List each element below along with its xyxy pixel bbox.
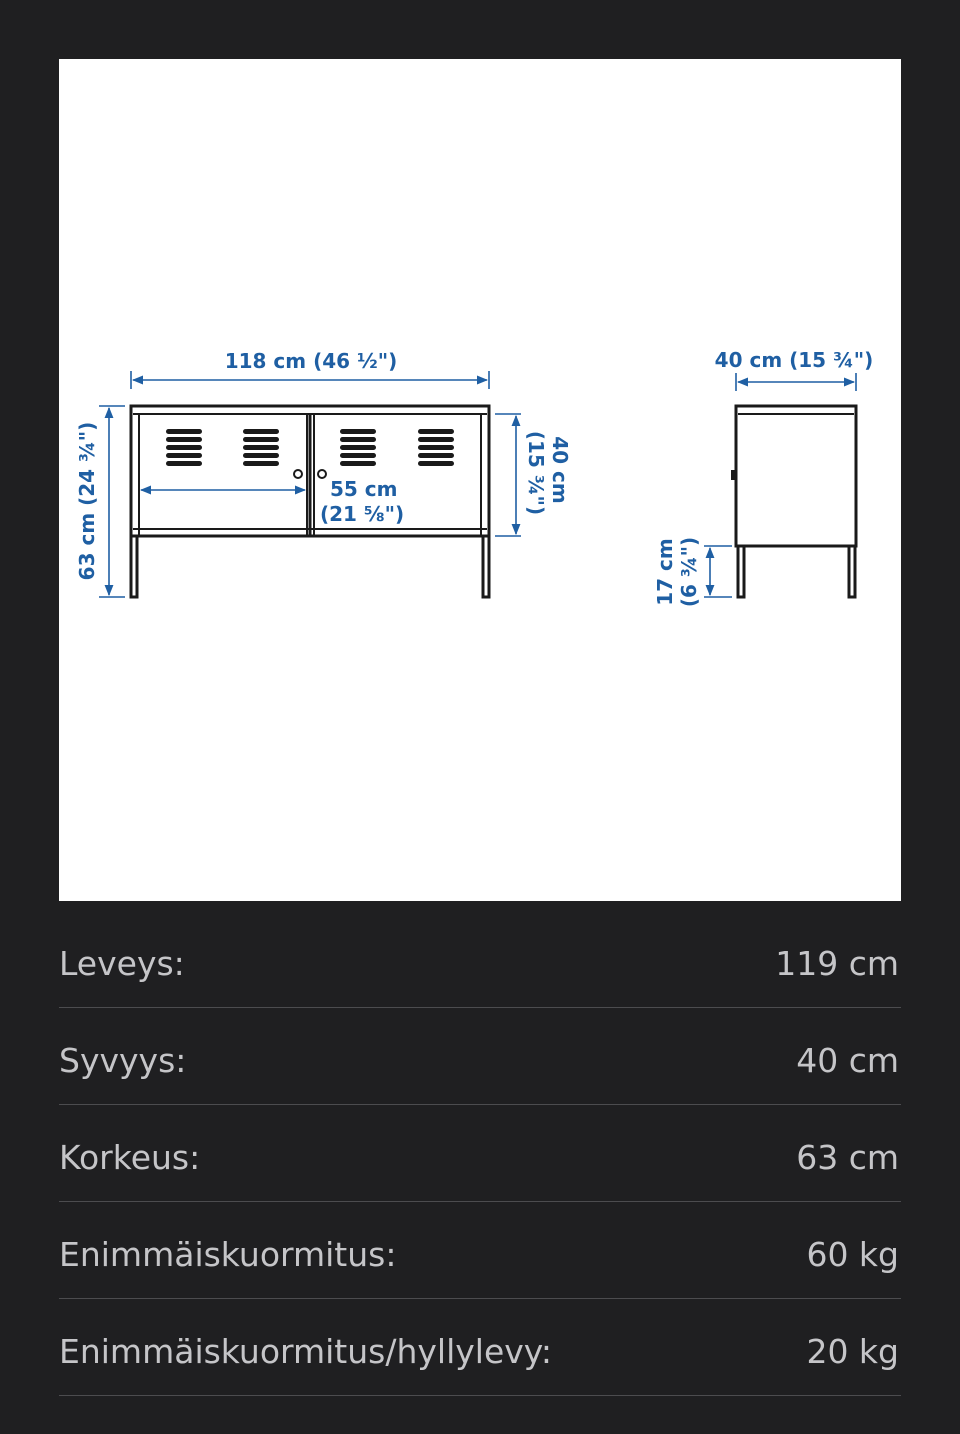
door-width-label-1: 55 cm <box>330 477 398 501</box>
inner-height-label-2: (15 ¾") <box>524 430 548 516</box>
side-leg-right <box>849 546 855 597</box>
spec-label: Korkeus: <box>59 1138 201 1177</box>
spec-row-height <box>59 1105 901 1202</box>
spec-label: Leveys: <box>59 944 185 983</box>
inner-height-label-1: 40 cm <box>548 436 572 504</box>
spec-value: 119 cm <box>775 944 899 983</box>
side-view <box>731 406 856 597</box>
side-depth-label: 40 cm (15 ¾") <box>714 348 874 372</box>
cabinet-body-side <box>736 406 856 546</box>
keyhole-right <box>318 470 326 478</box>
spec-label: Enimmäiskuormitus/hyllylevy: <box>59 1332 553 1371</box>
leg-right <box>483 536 489 597</box>
spec-value: 40 cm <box>796 1041 899 1080</box>
front-width-label: 118 cm (46 ½") <box>224 349 398 373</box>
product-dimension-drawing <box>59 59 901 901</box>
spec-value: 60 kg <box>806 1235 899 1274</box>
front-height-label: 63 cm (24 ¾") <box>75 421 99 581</box>
leg-left <box>131 536 137 597</box>
spec-value: 63 cm <box>796 1138 899 1177</box>
dimension-svg <box>59 59 901 901</box>
spec-row-width <box>59 911 901 1008</box>
spec-label: Enimmäiskuormitus: <box>59 1235 397 1274</box>
spec-row-max-load-shelf <box>59 1299 901 1396</box>
front-view <box>131 406 489 597</box>
spec-list <box>59 911 901 1396</box>
door-width-label-2: (21 ⅝") <box>320 502 405 526</box>
spec-label: Syvyys: <box>59 1041 187 1080</box>
spec-value: 20 kg <box>806 1332 899 1371</box>
leg-height-label-1: 17 cm <box>653 538 677 606</box>
spec-row-depth <box>59 1008 901 1105</box>
side-leg-left <box>738 546 744 597</box>
keyhole-left <box>294 470 302 478</box>
spec-row-max-load <box>59 1202 901 1299</box>
leg-height-label-2: (6 ¾") <box>677 536 701 608</box>
